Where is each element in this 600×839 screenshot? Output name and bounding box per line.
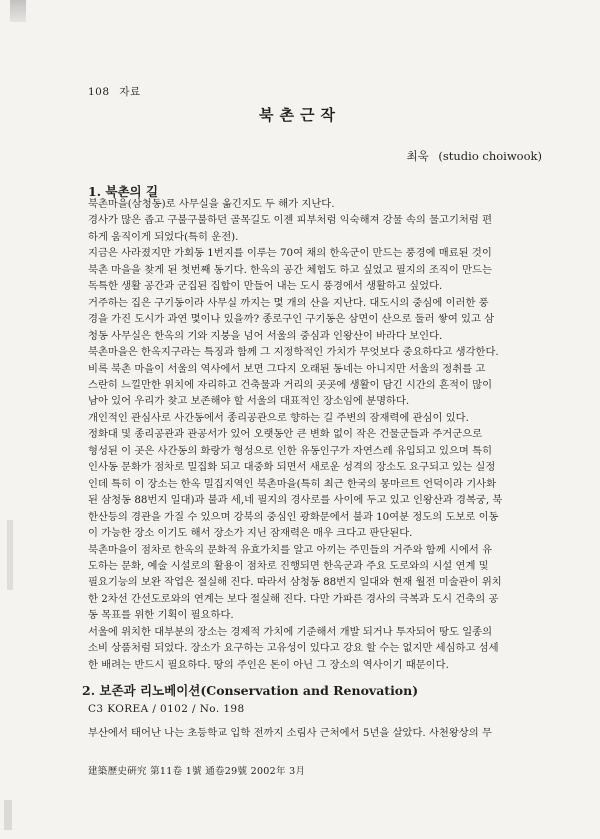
body-line: 스란히 느낄만한 위치에 자리하고 건축물과 거리의 곳곳에 생활이 담긴 시간의 흔적이 많이	[88, 378, 493, 391]
body-line: 남아 있어 우리가 찾고 보존해야 할 서울의 대표적인 장소임에 분명하다.	[88, 395, 410, 408]
body-line: 동 목표를 위한 기획이 필요하다.	[88, 609, 234, 622]
body-line: 필요기능의 보완 작업은 절실해 진다. 따라서 삼청동 88번지 일대와 현재 월전 미술관이 위치	[88, 576, 502, 589]
scan-artifact	[4, 800, 12, 830]
body-line: 한 배려는 반드시 필요하다. 땅의 주인은 돈이 아닌 그 장소의 역사이기 때문이다.	[88, 658, 449, 671]
body-line: 지금은 사라졌지만 가회동 1번지를 이루는 70여 채의 한옥군이 만드는 풍경에 매료된 것이	[88, 247, 492, 260]
body-line: 비록 북촌 마을이 서울의 역사에서 보면 그다지 오래된 동네는 아니지만 서울의 정취를 고	[88, 362, 486, 375]
body-line: 하게 움직이게 되었다(특히 운전).	[88, 230, 239, 243]
body-line: 북촌마을은 한옥지구라는 특징과 함께 그 지정학적인 가치가 무엇보다 중요하다고 생각한다.	[88, 346, 499, 359]
body-line: 북촌마을이 점차로 한옥의 문화적 유효가치를 알고 아끼는 주민들의 거주와 함께 시에서 유	[88, 543, 493, 556]
section-label: 자료	[119, 86, 141, 98]
body-line: 인사동 문화가 점차로 밀집화 되고 대중화 되면서 새로운 성격의 장소도 요구되고 있는 실정	[88, 461, 496, 474]
body-line: 이 가능한 장소 이기도 해서 장소가 지닌 잠재력은 매우 크다고 판단된다.	[88, 527, 413, 540]
section-heading: 1. 북촌의 길	[88, 184, 159, 199]
body-line: 청동 사무실은 한옥의 기와 지붕을 넘어 서울의 중심과 인왕산이 바라다 보인다.	[88, 329, 443, 342]
section-body-line: 부산에서 태어난 나는 초등학교 입학 전까지 소림사 근처에서 5년을 살았다. 사천왕상의 무	[88, 727, 492, 739]
body-line: 북촌마을(삼청동)로 사무실을 옮긴지도 두 해가 지난다.	[88, 198, 335, 210]
scan-artifact	[7, 520, 13, 590]
page-header	[88, 84, 147, 99]
section-body	[88, 196, 540, 673]
body-line: 경을 가진 도시가 과연 몇이나 있을까? 종로구인 구기동은 삼면이 산으로 둘러 쌓여 있고 삼	[88, 313, 495, 326]
body-line: 한산등의 경관을 가질 수 있으며 강북의 중심인 광화문에서 불과 10여분 정도의 도보로 이동	[88, 510, 499, 523]
body-line: 된 삼청동 88번지 일대)과 불과 세,네 필지의 경사로를 사이에 두고 있고 인왕산과 경복궁, 북	[88, 494, 503, 507]
body-line: 형성된 이 곳은 사간동의 화랑가 형성으로 인한 유동인구가 자연스레 유입되고 있으며 특히	[88, 444, 493, 457]
body-line: 독특한 생활 공간과 군집된 집합이 만들어 내는 도시 풍경에서 생활하고 싶었다.	[88, 280, 443, 293]
body-line: 경사가 많은 좁고 구불구불하던 골목길도 이젠 피부처럼 익숙해져 강물 속의 물고기처럼 편	[88, 214, 493, 227]
article-code: C3 KOREA / 0102 / No. 198	[88, 703, 245, 715]
section-heading: 2. 보존과 리노베이션(Conservation and Renovation)	[82, 683, 419, 698]
journal-footer: 建築歷史硏究 第11卷 1號 通卷29號 2002年 3月	[88, 766, 306, 777]
page-number: 108	[88, 86, 110, 98]
body-line: 도하는 문화, 예술 시설로의 활용이 점차로 진행되면 한옥군과 주요 도로와의 시설 연계 및	[88, 559, 489, 572]
page-title: 북촌근작	[259, 106, 341, 124]
author	[406, 148, 542, 164]
author-affiliation: (studio choiwook)	[438, 149, 542, 163]
body-line: 거주하는 집은 구기동이라 사무실 까지는 몇 개의 산을 지난다. 대도시의 중심에 이러한 풍	[88, 296, 489, 309]
body-line: 소비 상품처럼 되었다. 장소가 요구하는 고유성이 있다고 강요 할 수는 없지만 세심하고 섬세	[88, 642, 499, 655]
body-line: 인데 특히 이 장소는 한옥 밀집지역인 북촌마을(특히 최근 한국의 몽마르트 언덕이라 기사화	[88, 477, 497, 490]
body-line: 정화대 및 종리공관과 관공서가 있어 오랫동안 큰 변화 없이 작은 건물군들과 주거군으로	[88, 428, 483, 441]
author-name: 최욱	[406, 149, 429, 163]
scan-artifact	[10, 0, 26, 22]
body-line: 서울에 위치한 대부분의 장소는 경제적 가치에 기준해서 개발 되거나 투자되어 땅도 일종의	[88, 625, 493, 638]
body-line: 한 2차선 간선도로와의 연계는 보다 절실해 진다. 다만 가파른 경사의 극복과 도시 건축의 공	[88, 592, 499, 605]
body-line: 개인적인 관심사로 사간동에서 종리공관으로 향하는 길 주변의 잠재력에 관심이 있다.	[88, 411, 469, 424]
body-line: 북촌 마을을 찾게 된 첫번째 동기다. 한옥의 공간 체험도 하고 싶었고 필지의 조직이 만드는	[88, 263, 492, 276]
